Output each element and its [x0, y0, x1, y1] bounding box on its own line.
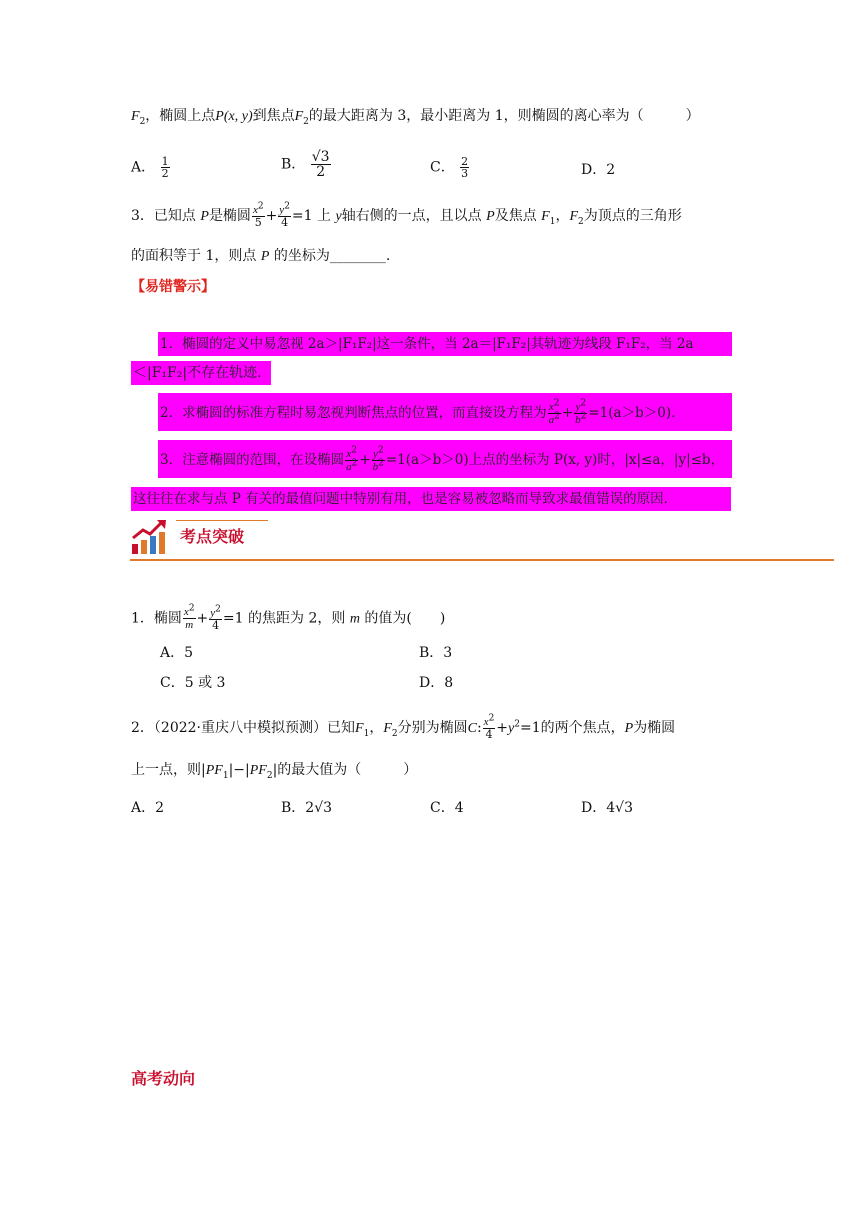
q3-line1: 3．已知点 P是椭圆 $\frac{x^2}{5}$ + $\frac{y^2}{4}$ =1 上 y轴右侧的一点，且以点 P及焦点 $F_1$，$F_2$为顶点的三角形: [131, 201, 682, 229]
warning-item-3c: 这往往在求与点 P 有关的最值问题中特别有用，也是容易被忽略而导致求最值错误的原因．: [133, 491, 678, 507]
q2-text-before: ，椭圆上点: [145, 108, 216, 124]
p1-stem: 1．椭圆 $\frac{x^2}{m}$ + $\frac{y^2}{4}$ =1 的焦距为 2，则 m 的值为( ): [131, 603, 446, 632]
section-title: 考点突破: [180, 527, 245, 546]
p1-option-c[interactable]: C．5 或 3: [160, 675, 226, 691]
q2-after: 的最大距离为 3，最小距离为 1，则椭圆的离心率为（ ）: [308, 108, 700, 124]
p1-option-b[interactable]: B．3: [419, 645, 453, 661]
p2-option-b[interactable]: B．2√3: [281, 800, 333, 816]
warning-title: 【易错警示】: [131, 279, 215, 295]
chart-up-icon: [130, 518, 170, 556]
q2-option-b[interactable]: B． $\frac{√3}{2}$: [281, 149, 330, 180]
p2-option-a[interactable]: A．2: [131, 800, 165, 816]
warning-item-1a: 1．椭圆的定义中易忽视 2a＞|F₁F₂|这一条件，当 2a＝|F₁F₂|其轨迹为线段 F₁F₂，当 2a: [160, 336, 694, 352]
q2-mid: 到焦点: [252, 108, 295, 124]
p1-option-a[interactable]: A．5: [160, 645, 194, 661]
section-rule: [130, 559, 834, 561]
q2-option-c[interactable]: C． $\frac{2}{3}$: [430, 155, 469, 180]
p2-option-c[interactable]: C．4: [430, 800, 464, 816]
q3-line2: 的面积等于 1，则点 P 的坐标为________.: [131, 248, 391, 264]
q2-option-a[interactable]: A． $\frac{1}{2}$: [131, 155, 169, 180]
p2-option-d[interactable]: D．4√3: [581, 800, 633, 816]
warning-item-1b: ＜|F₁F₂|不存在轨迹．: [133, 365, 272, 381]
p1-option-d[interactable]: D．8: [419, 675, 454, 691]
p2-stem-line2: 上一点，则$|PF_1|-|PF_2|$的最大值为（ ）: [131, 762, 418, 781]
q2-point: P(x, y): [215, 109, 253, 124]
section-title-underline: [176, 520, 268, 521]
q2-option-d[interactable]: D．2: [581, 162, 616, 178]
p2-stem: 2．（2022·重庆八中模拟预测）已知$F_1$，$F_2$分别为椭圆C: $\frac{x^2}{4}$ $+y^2=1$的两个焦点，P为椭圆: [131, 713, 676, 741]
warning-item-3a: 3．注意椭圆的范围，在设椭圆 $\frac{x^2}{a^2}$ + $\frac{y^2}{b^2}$ =1(a＞b＞0)上点的坐标为 P(x, y)时，|x|≤a，|y|≤b，: [160, 445, 725, 473]
gaokao-trend-heading: 高考动向: [131, 1069, 196, 1088]
warning-item-2: 2．求椭圆的标准方程时易忽视判断焦点的位置，而直接设方程为 $\frac{x^2}{a^2}$ + $\frac{y^2}{b^2}$ =1(a＞b＞0)．: [160, 398, 685, 426]
q2-top-line: $F_2$，椭圆上点P(x, y)到焦点$F_2$的最大距离为 3，最小距离为 1，则椭圆的离心率为（ ）: [131, 108, 700, 127]
